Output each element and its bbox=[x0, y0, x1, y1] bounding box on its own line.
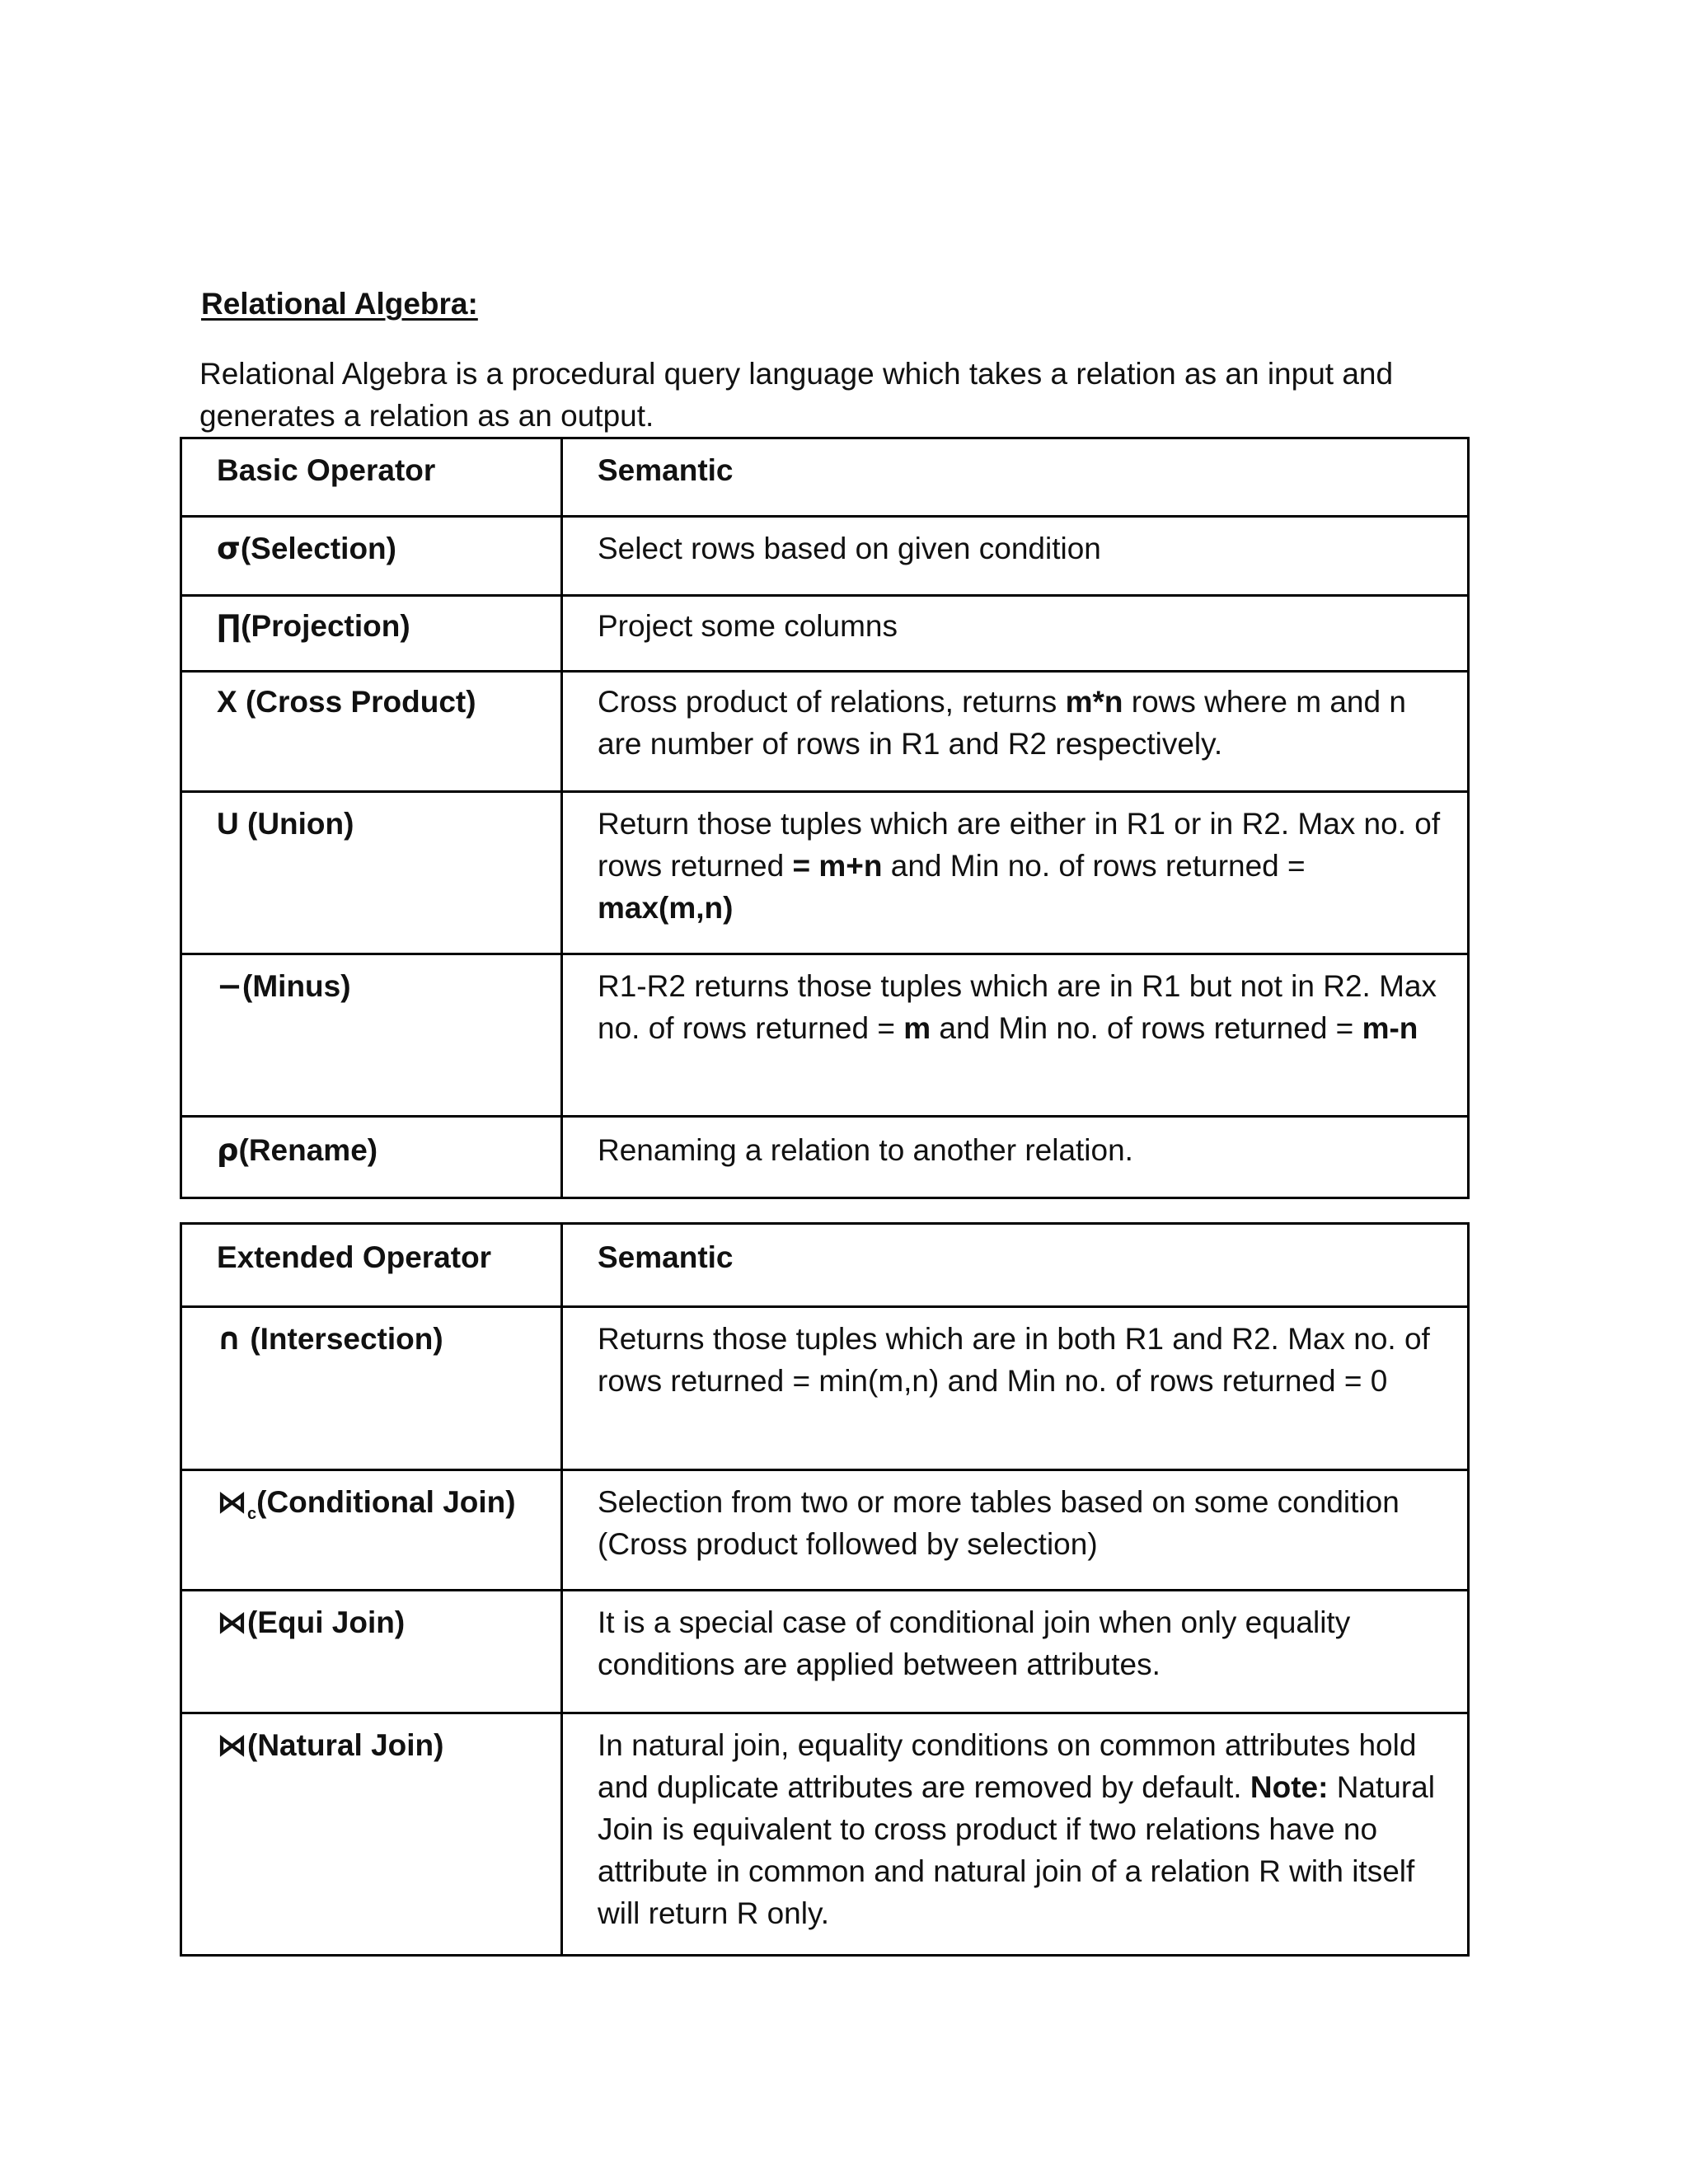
operator-cell bbox=[181, 517, 562, 596]
semantic-text: Project some columns bbox=[598, 609, 898, 643]
operator-cell bbox=[181, 596, 562, 672]
header-semantic: Semantic bbox=[562, 1224, 1469, 1307]
semantic-cell bbox=[562, 596, 1469, 672]
semantic-cell bbox=[562, 792, 1469, 954]
table-row bbox=[181, 1470, 1469, 1591]
semantic-cell bbox=[562, 517, 1469, 596]
semantic-cell bbox=[562, 1591, 1469, 1713]
operator-name: (Natural Join) bbox=[247, 1728, 444, 1762]
cross-symbol-icon: X bbox=[217, 685, 237, 719]
table-row bbox=[181, 1591, 1469, 1713]
semantic-bold: = m+n bbox=[792, 849, 883, 883]
semantic-text: Renaming a relation to another relation. bbox=[598, 1133, 1133, 1167]
operator-cell bbox=[181, 672, 562, 792]
intersection-symbol-icon: ∩ bbox=[217, 1321, 242, 1357]
table-row bbox=[181, 1307, 1469, 1470]
semantic-text: Natural Join is equivalent to cross product if two relations have no attribute in common and natural join of a relation R with itself will return R only. bbox=[598, 1770, 1435, 1930]
semantic-bold: m bbox=[903, 1011, 931, 1045]
operator-name: (Conditional Join) bbox=[256, 1485, 516, 1519]
note-label: Note: bbox=[1250, 1770, 1329, 1804]
operator-name: (Cross Product) bbox=[237, 685, 476, 719]
semantic-text: In natural join, equality conditions on common attributes hold and duplicate attributes are removed by default. bbox=[598, 1728, 1417, 1804]
header-semantic: Semantic bbox=[562, 438, 1469, 517]
operator-cell bbox=[181, 1117, 562, 1198]
operator-name: (Minus) bbox=[242, 969, 351, 1003]
minus-symbol-icon: − bbox=[217, 968, 243, 1004]
page-title: Relational Algebra: bbox=[201, 287, 478, 321]
semantic-text: Return those tuples which are either in R1 or in R2. Max no. of rows returned bbox=[598, 807, 1441, 883]
semantic-cell bbox=[562, 1307, 1469, 1470]
operator-cell bbox=[181, 1307, 562, 1470]
header-operator: Extended Operator bbox=[181, 1224, 562, 1307]
semantic-text: Selection from two or more tables based on some condition (Cross product followed by selection) bbox=[598, 1485, 1400, 1561]
extended-operators-table bbox=[180, 1222, 1470, 1957]
sigma-symbol-icon: σ bbox=[217, 531, 241, 566]
bowtie-symbol-icon: ⋈ bbox=[217, 1727, 247, 1763]
semantic-text: Select rows based on given condition bbox=[598, 532, 1101, 565]
bowtie-symbol-icon: ⋈ bbox=[217, 1484, 247, 1520]
semantic-text: rows where m and n are number of rows in R1 and R2 respectively. bbox=[598, 685, 1406, 761]
semantic-cell bbox=[562, 1713, 1469, 1956]
subscript: c bbox=[247, 1505, 257, 1523]
table-header-row bbox=[181, 1224, 1469, 1307]
semantic-text: It is a special case of conditional join when only equality conditions are applied between attributes. bbox=[598, 1605, 1351, 1681]
table-row bbox=[181, 596, 1469, 672]
table-row bbox=[181, 672, 1469, 792]
semantic-text: Returns those tuples which are in both R1 and R2. Max no. of rows returned = min(m,n) and Min no. of rows returned = 0 bbox=[598, 1322, 1430, 1398]
semantic-text: and Min no. of rows returned = bbox=[931, 1011, 1362, 1045]
operator-cell bbox=[181, 792, 562, 954]
semantic-text: R1-R2 returns those tuples which are in R1 but not in R2. Max no. of rows returned = bbox=[598, 969, 1437, 1045]
bowtie-symbol-icon: ⋈ bbox=[217, 1605, 247, 1640]
operator-name: (Projection) bbox=[241, 609, 410, 643]
union-symbol-icon: U bbox=[217, 807, 239, 841]
semantic-cell bbox=[562, 672, 1469, 792]
semantic-cell bbox=[562, 1470, 1469, 1591]
rho-symbol-icon: ρ bbox=[217, 1132, 239, 1168]
intro-paragraph: Relational Algebra is a procedural query language which takes a relation as an input and generates a relation as an output. bbox=[199, 357, 1394, 433]
semantic-cell bbox=[562, 954, 1469, 1117]
basic-operators-table bbox=[180, 437, 1470, 1199]
table-row bbox=[181, 954, 1469, 1117]
table-header-row bbox=[181, 438, 1469, 517]
pi-symbol-icon: ∏ bbox=[217, 608, 241, 644]
semantic-bold: max(m,n) bbox=[598, 891, 734, 925]
table-row bbox=[181, 517, 1469, 596]
header-operator: Basic Operator bbox=[181, 438, 562, 517]
table-row bbox=[181, 1117, 1469, 1198]
semantic-bold: m-n bbox=[1362, 1011, 1418, 1045]
table-row bbox=[181, 792, 1469, 954]
operator-name: (Equi Join) bbox=[247, 1605, 406, 1639]
operator-cell bbox=[181, 1591, 562, 1713]
operator-name: (Union) bbox=[238, 807, 354, 841]
semantic-cell bbox=[562, 1117, 1469, 1198]
operator-name: (Intersection) bbox=[241, 1322, 443, 1356]
operator-cell bbox=[181, 954, 562, 1117]
operator-name: (Selection) bbox=[240, 532, 396, 565]
operator-cell bbox=[181, 1470, 562, 1591]
semantic-text: Cross product of relations, returns bbox=[598, 685, 1066, 719]
operator-name: (Rename) bbox=[238, 1133, 378, 1167]
table-row bbox=[181, 1713, 1469, 1956]
operator-cell bbox=[181, 1713, 562, 1956]
semantic-bold: m*n bbox=[1065, 685, 1123, 719]
semantic-text: and Min no. of rows returned = bbox=[882, 849, 1306, 883]
